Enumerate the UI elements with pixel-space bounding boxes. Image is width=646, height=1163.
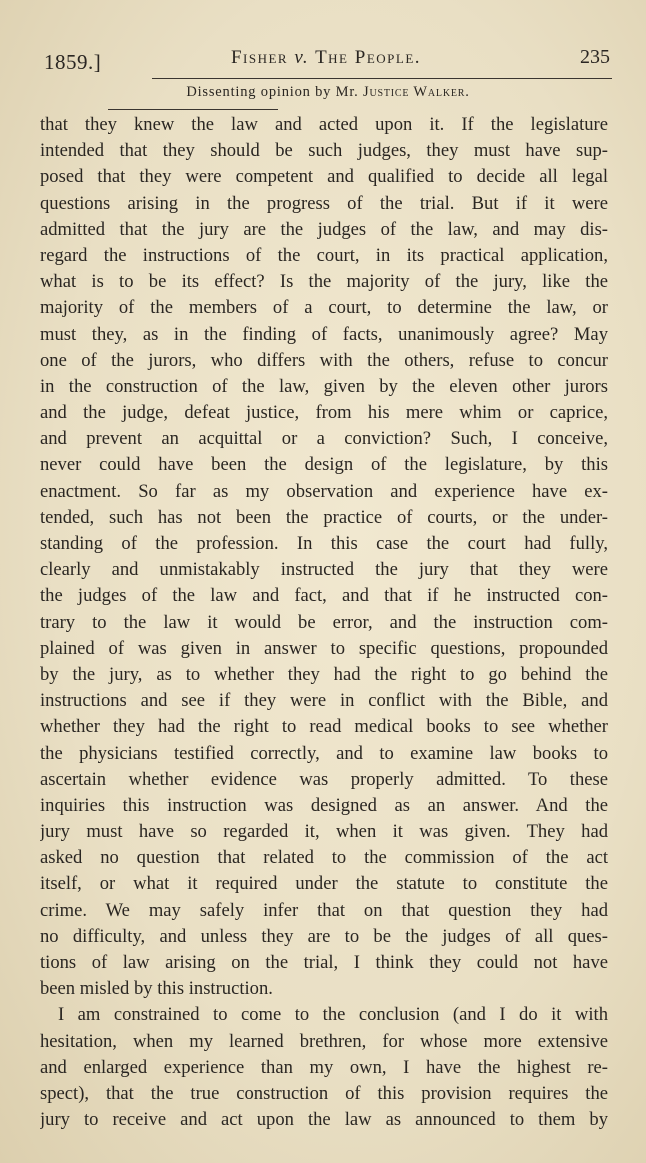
text-line: the judges of the law and fact, and that if he instructed con-	[40, 585, 608, 607]
text-line: clearly and unmistakably instructed the jury that they were	[40, 559, 608, 581]
subheading-prefix: Dissenting opinion by Mr.	[186, 84, 359, 100]
text-line: plained of was given in answer to specific questions, propounded	[40, 637, 608, 659]
text-line: trary to the law it would be error, and the instruction com-	[40, 611, 608, 633]
text-line: crime. We may safely infer that on that question they had	[40, 899, 608, 921]
text-line: questions arising in the progress of the trial. But if it were	[40, 192, 608, 214]
text-line: and prevent an acquittal or a conviction? Such, I conceive,	[40, 428, 608, 450]
subheading-justice-name: Justice Walker.	[363, 84, 470, 100]
text-line: instructions and see if they were in conflict with the Bible, and	[40, 690, 608, 712]
title-fisher: Fisher	[230, 47, 289, 68]
text-line: must they, as in the finding of facts, unanimously agree? May	[40, 323, 608, 345]
text-line: enactment. So far as my observation and experience have ex-	[40, 480, 608, 502]
text-line: itself, or what it required under the statute to constitute the	[40, 873, 608, 895]
text-line: spect), that the true construction of this provision requires the	[40, 1082, 608, 1104]
title-versus: v.	[294, 47, 310, 68]
text-line: regard the instructions of the court, in its practical application,	[40, 244, 608, 266]
text-line: tended, such has not been the practice of courts, or the under-	[40, 506, 608, 528]
opinion-body	[40, 112, 608, 1133]
text-line: majority of the members of a court, to determine the law, or	[40, 297, 608, 319]
text-line: what is to be its effect? Is the majority of the jury, like the	[40, 271, 608, 293]
paragraph-1	[40, 112, 608, 1002]
text-line: jury must have so regarded it, when it was given. They had	[40, 821, 608, 843]
text-line: and enlarged experience than my own, I have the highest re-	[40, 1056, 608, 1078]
header-year: 1859.]	[44, 50, 102, 74]
text-line: never could have been the design of the legislature, by this	[40, 454, 608, 476]
text-line: no difficulty, and unless they are to be the judges of all ques-	[40, 925, 608, 947]
page-number: 235	[580, 46, 610, 68]
running-title	[40, 47, 612, 69]
text-line: admitted that the jury are the judges of the law, and may dis-	[40, 218, 608, 240]
subheading-rule	[108, 109, 278, 110]
text-line: by the jury, as to whether they had the right to go behind the	[40, 663, 608, 685]
paragraph-2	[40, 1002, 608, 1133]
text-line: asked no question that related to the commission of the act	[40, 847, 608, 869]
text-line: standing of the profession. In this case the court had fully,	[40, 533, 608, 554]
text-line: the physicians testified correctly, and to examine law books to	[40, 742, 608, 764]
text-line: posed that they were competent and qualified to decide all legal	[40, 166, 608, 188]
text-line: inquiries this instruction was designed as an answer. And the	[40, 794, 608, 816]
text-line: been misled by this instruction.	[40, 978, 273, 1000]
text-line: and the judge, defeat justice, from his mere whim or caprice,	[40, 402, 608, 424]
text-line: whether they had the right to read medical books to see whether	[40, 716, 608, 738]
text-line: in the construction of the law, given by the eleven other jurors	[40, 375, 608, 397]
running-header	[40, 44, 612, 78]
text-line: ascertain whether evidence was properly admitted. To these	[40, 768, 608, 790]
text-line: hesitation, when my learned brethren, for whose more extensive	[40, 1030, 608, 1052]
text-line: that they knew the law and acted upon it. If the legislature	[40, 114, 608, 135]
text-line: jury to receive and act upon the law as announced to them by	[40, 1109, 608, 1131]
title-the-people: The People.	[315, 47, 422, 68]
text-line: intended that they should be such judges, they must have sup-	[40, 140, 608, 162]
text-line: I am constrained to come to the conclusion (and I do it with	[58, 1004, 608, 1026]
header-rule	[152, 78, 612, 79]
text-line: one of the jurors, who differs with the others, refuse to concur	[40, 349, 608, 371]
opinion-subheading	[150, 84, 506, 101]
text-line: tions of law arising on the trial, I think they could not have	[40, 952, 608, 973]
